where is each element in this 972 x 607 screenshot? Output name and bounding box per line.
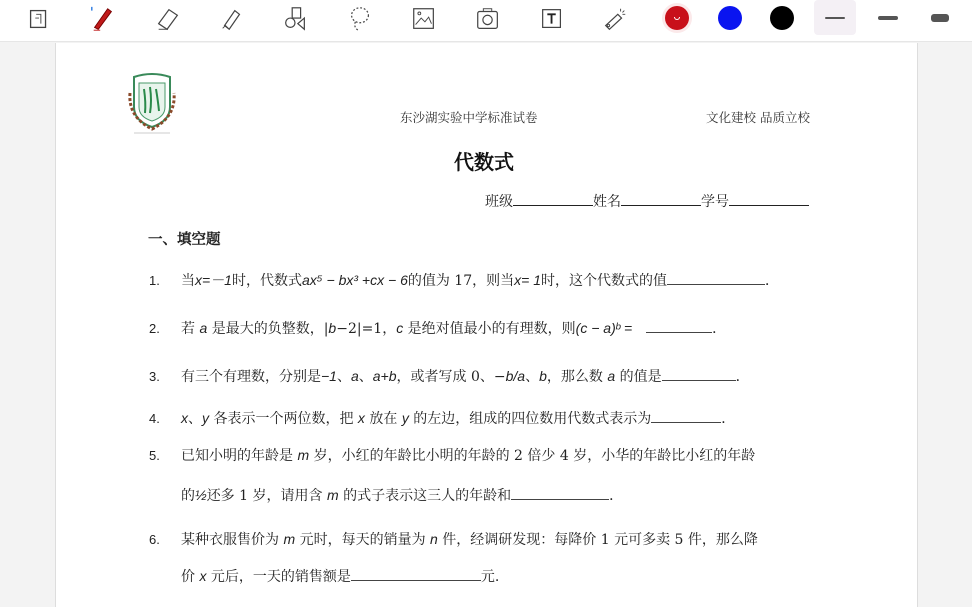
answer-blank[interactable] (651, 411, 721, 423)
stroke-width-thin-button[interactable] (814, 0, 856, 35)
math-expression: m (283, 531, 296, 547)
math-expression: a (350, 368, 359, 384)
question-text: 的 (181, 488, 195, 504)
question-text: 、 (336, 369, 351, 385)
eraser-icon (154, 5, 182, 33)
class-blank[interactable] (513, 193, 593, 206)
question-text: 、 (358, 369, 373, 385)
eraser-tool-button[interactable] (151, 4, 185, 34)
question-text: 时，这个代数式的值 (540, 273, 667, 289)
selected-check-icon (674, 17, 680, 20)
question-text: 岁，小红的年龄比小明的年龄的 2 倍少 4 岁，小华的年龄比小红的年龄 (309, 448, 756, 464)
answer-blank[interactable] (662, 369, 736, 381)
name-label: 姓名 (593, 194, 621, 210)
laser-pointer-icon (601, 5, 629, 33)
math-expression: y (401, 410, 409, 426)
question-text: 当 (181, 273, 195, 289)
question-text: 是最大的负整数，| (207, 321, 329, 337)
answer-blank[interactable] (511, 488, 609, 500)
question-5 (149, 445, 755, 465)
question-text: 若 (181, 321, 200, 337)
math-expression: x= 1 (514, 272, 541, 288)
math-expression: a+b (372, 368, 397, 384)
question-number: 5. (149, 448, 160, 463)
question-text: 的值是 (615, 369, 662, 385)
question-number: 2. (149, 321, 160, 336)
color-swatch[interactable] (665, 6, 689, 30)
math-expression: b (328, 320, 337, 336)
math-expression: m (297, 447, 310, 463)
question-2 (149, 318, 726, 338)
shapes-icon (281, 5, 309, 33)
page-title: 代数式 (454, 150, 514, 174)
text-box-tool-button[interactable] (535, 4, 569, 34)
question-text: 元后，一天的销售额是 (206, 569, 351, 585)
question-text: 、 (525, 369, 540, 385)
stroke-width-icon (931, 14, 949, 22)
question-6-continued (181, 566, 499, 586)
math-expression: ax⁵ − bx³ +cx − 6 (301, 272, 408, 288)
highlighter-icon (218, 5, 246, 33)
math-expression: x (199, 568, 207, 584)
page-layout-icon (25, 5, 53, 33)
math-expression: a (199, 320, 208, 336)
question-text: 件，经调研发现：每降价 1 元可多卖 5 件，那么降 (437, 532, 758, 548)
question-text: 各表示一个两位数，把 (209, 411, 358, 427)
question-number: 3. (149, 369, 160, 384)
class-label: 班级 (485, 194, 513, 210)
pen-icon (89, 5, 117, 33)
highlighter-tool-button[interactable] (215, 4, 249, 34)
question-number: 6. (149, 532, 160, 547)
shapes-tool-button[interactable] (278, 4, 312, 34)
question-text: ． (712, 321, 727, 337)
toolbar (0, 0, 972, 42)
math-expression: c (396, 320, 404, 336)
color-swatch[interactable] (770, 6, 794, 30)
question-text: 元. (480, 569, 500, 585)
stroke-width-icon (825, 17, 845, 19)
document-page (55, 43, 918, 607)
question-1 (149, 270, 779, 290)
question-3 (149, 366, 750, 386)
lasso-tool-button[interactable] (343, 4, 377, 34)
question-6 (149, 529, 758, 549)
math-expression: b (539, 368, 547, 384)
math-expression: n (430, 531, 438, 547)
question-text: ． (764, 273, 779, 289)
question-number: 4. (149, 411, 160, 426)
question-text: 还多 1 岁，请用含 (206, 488, 327, 504)
answer-blank[interactable] (646, 321, 712, 333)
math-expression: x (181, 410, 188, 426)
question-text: 放在 (364, 411, 402, 427)
question-text: 的式子表示这三人的年龄和 (338, 488, 512, 504)
school-motto: 文化建校 品质立校 (706, 110, 810, 125)
image-icon (410, 5, 438, 33)
answer-blank[interactable] (667, 273, 765, 285)
stroke-width-medium-button[interactable] (867, 0, 909, 35)
name-blank[interactable] (621, 193, 701, 206)
math-expression: x (357, 410, 365, 426)
question-5-continued (181, 485, 623, 505)
image-tool-button[interactable] (407, 4, 441, 34)
question-text: 的值为 17，则当 (407, 273, 515, 289)
question-text: ，那么数 (546, 369, 608, 385)
id-blank[interactable] (729, 193, 809, 206)
question-text: 、 (188, 411, 202, 427)
question-text: 价 (181, 569, 200, 585)
school-name: 东沙湖实验中学标准试卷 (400, 110, 538, 125)
math-expression: (c − a)ᵇ = (575, 320, 633, 336)
math-expression: ½ (195, 487, 207, 503)
question-text: 已知小明的年龄是 (181, 448, 298, 464)
laser-pointer-tool-button[interactable] (598, 4, 632, 34)
question-text: ． (735, 369, 750, 385)
page-layout-tool-button[interactable] (22, 4, 56, 34)
math-expression: −1 (321, 368, 337, 384)
lasso-icon (346, 5, 374, 33)
question-text: ． (721, 411, 736, 427)
question-text: −2|=1， (336, 321, 397, 337)
stroke-width-icon (878, 16, 898, 20)
question-number: 1. (149, 273, 160, 288)
math-expression: b/a (505, 368, 526, 384)
answer-blank[interactable] (351, 569, 481, 581)
id-label: 学号 (701, 194, 729, 210)
math-expression: x=－1 (195, 272, 232, 288)
question-text: 是绝对值最小的有理数，则 (403, 321, 576, 337)
math-expression: a (607, 368, 616, 384)
question-text: 的左边，组成的四位数用代数式表示为 (408, 411, 652, 427)
math-expression: m (326, 487, 339, 503)
stroke-width-thick-button[interactable] (919, 0, 961, 35)
pen-tool-button[interactable] (86, 4, 120, 34)
question-text: 元时，每天的销量为 (295, 532, 431, 548)
question-text: 时，代数式 (231, 273, 302, 289)
camera-icon (474, 5, 502, 33)
text-box-icon (538, 5, 566, 33)
math-expression: y (202, 410, 209, 426)
question-text: ． (609, 488, 624, 504)
section-heading: 一、填空题 (148, 232, 221, 248)
school-logo (126, 73, 178, 135)
question-text: ，或者写成 0、− (396, 369, 506, 385)
question-text: 有三个有理数，分别是 (181, 369, 321, 385)
camera-tool-button[interactable] (471, 4, 505, 34)
color-swatch[interactable] (718, 6, 742, 30)
question-4 (149, 408, 735, 428)
question-text (632, 321, 646, 337)
question-text: 某种衣服售价为 (181, 532, 284, 548)
student-info-fields (485, 191, 809, 211)
